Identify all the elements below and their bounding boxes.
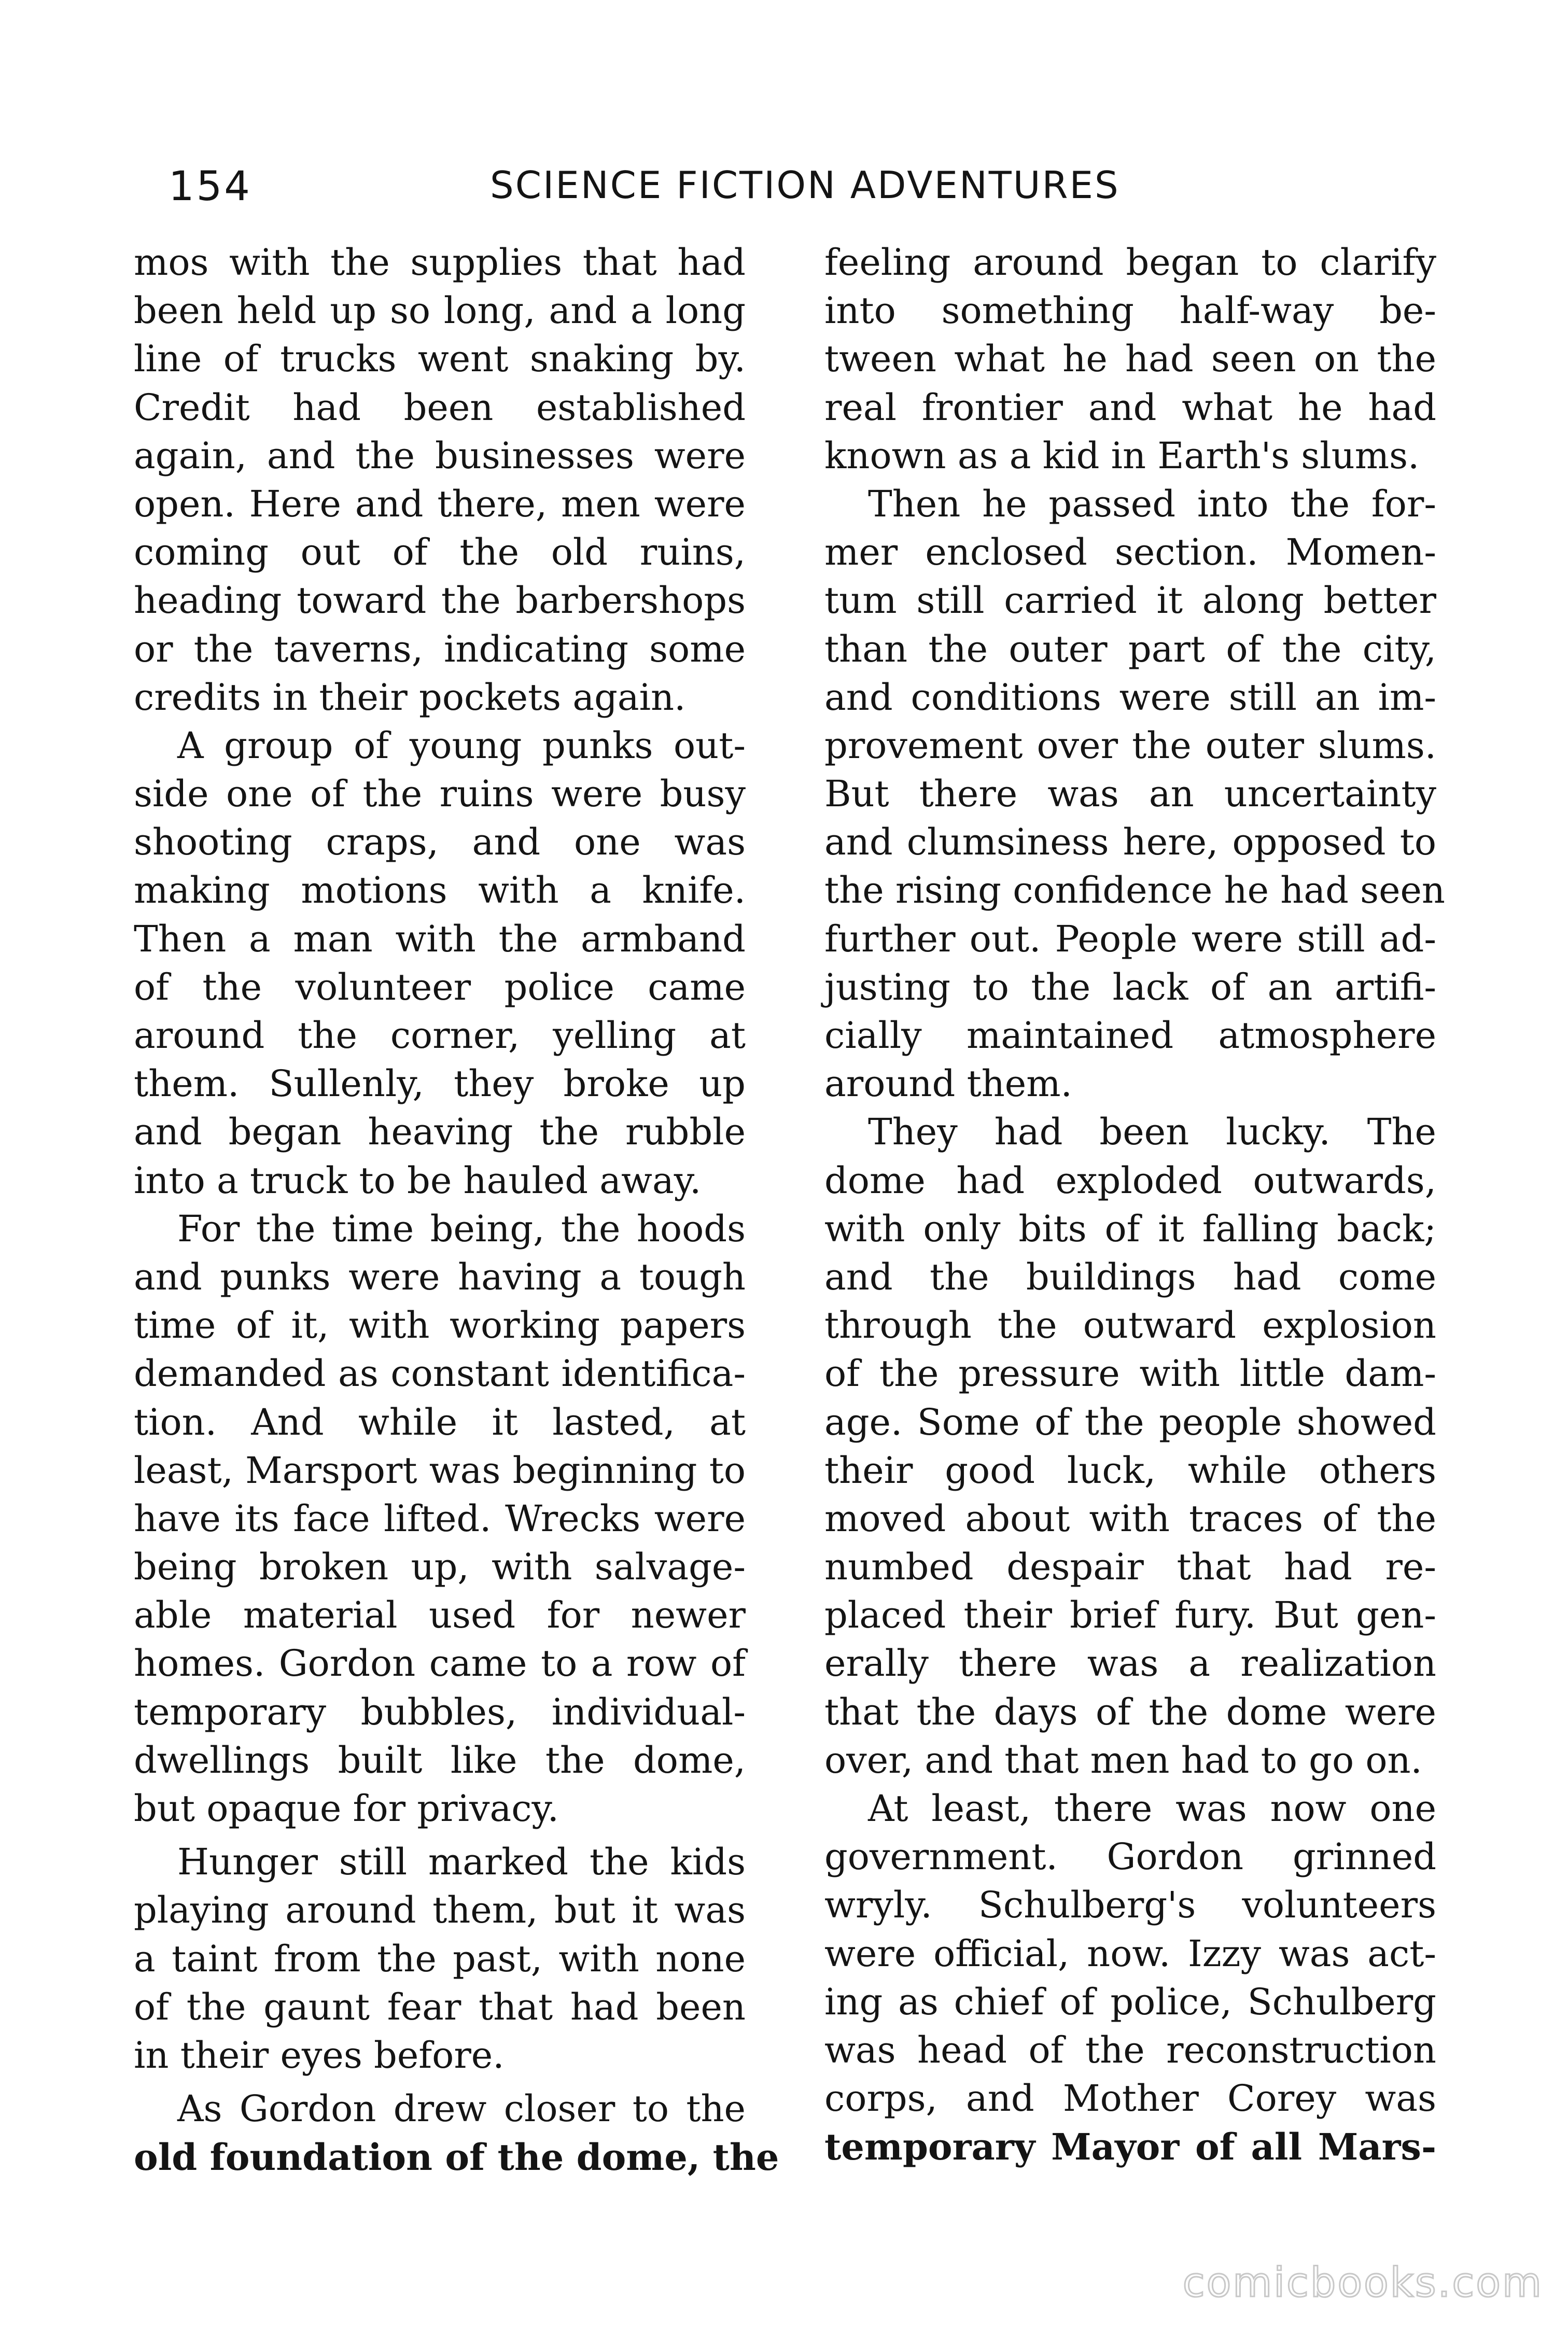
text-line: through the outward explosion	[824, 1304, 1436, 1347]
text-line: tween what he had seen on the	[824, 338, 1436, 381]
text-line: but opaque for privacy.	[134, 1787, 559, 1830]
text-line: temporary bubbles, individual-	[134, 1690, 746, 1733]
text-line: cially maintained atmosphere	[824, 1014, 1436, 1057]
text-line: making motions with a knife.	[134, 869, 746, 912]
text-line: tum still carried it along better	[824, 579, 1436, 622]
text-line: over, and that men had to go on.	[824, 1739, 1422, 1782]
text-line: moved about with traces of the	[824, 1497, 1436, 1540]
page-number: 154	[169, 163, 252, 210]
text-line: with only bits of it falling back;	[824, 1207, 1436, 1250]
text-line: of the gaunt fear that had been	[134, 1985, 746, 2028]
text-line: homes. Gordon came to a row of	[134, 1642, 746, 1685]
text-line: placed their brief fury. But gen-	[824, 1594, 1436, 1637]
text-line: government. Gordon grinned	[824, 1835, 1436, 1879]
text-line: being broken up, with salvage-	[134, 1546, 746, 1589]
text-line: Credit had been established	[134, 386, 746, 429]
text-line: of the volunteer police came	[134, 965, 746, 1008]
text-line: They had been lucky. The	[868, 1111, 1436, 1154]
text-line: A group of young punks out-	[177, 724, 746, 767]
text-line: tion. And while it lasted, at	[134, 1400, 746, 1443]
text-line: ing as chief of police, Schulberg	[824, 1980, 1436, 2023]
text-line: that the days of the dome were	[824, 1690, 1436, 1733]
left-text-column	[134, 239, 779, 2182]
text-line: shooting craps, and one was	[134, 821, 746, 864]
text-line: into something half-way be-	[824, 289, 1436, 332]
text-line: temporary Mayor of all Mars-	[824, 2125, 1436, 2169]
text-line: and began heaving the rubble	[134, 1111, 746, 1154]
running-title: SCIENCE FICTION ADVENTURES	[490, 163, 1120, 207]
text-line: old foundation of the dome, the	[134, 2136, 779, 2179]
text-line: further out. People were still ad-	[824, 917, 1436, 960]
text-line: corps, and Mother Corey was	[824, 2077, 1436, 2120]
text-line: were official, now. Izzy was act-	[824, 1932, 1436, 1975]
text-line: Hunger still marked the kids	[177, 1841, 746, 1884]
page-header	[0, 163, 1568, 215]
text-line: able material used for newer	[134, 1594, 746, 1637]
text-line: around the corner, yelling at	[134, 1014, 746, 1057]
text-line: feeling around began to clarify	[824, 241, 1436, 284]
text-line: around them.	[824, 1062, 1072, 1105]
text-line: numbed despair that had re-	[824, 1546, 1436, 1589]
text-line: in their eyes before.	[134, 2034, 505, 2077]
text-line: dome had exploded outwards,	[824, 1159, 1436, 1202]
text-line: mer enclosed section. Momen-	[824, 531, 1436, 574]
text-line: line of trucks went snaking by.	[134, 338, 746, 381]
text-line: and punks were having a tough	[134, 1255, 746, 1298]
text-line: As Gordon drew closer to the	[177, 2087, 746, 2130]
paragraph-gap	[134, 2080, 746, 2085]
text-line: Then a man with the armband	[134, 917, 746, 960]
text-line: erally there was a realization	[824, 1642, 1436, 1685]
text-line: of the pressure with little dam-	[824, 1352, 1436, 1395]
text-line: known as a kid in Earth's slums.	[824, 434, 1420, 477]
text-line: them. Sullenly, they broke up	[134, 1062, 746, 1105]
text-line: or the taverns, indicating some	[134, 627, 746, 670]
right-text-column	[824, 239, 1446, 2171]
text-line: mos with the supplies that had	[134, 241, 746, 284]
text-line: provement over the outer slums.	[824, 724, 1436, 767]
text-line: side one of the ruins were busy	[134, 773, 746, 816]
text-line: and the buildings had come	[824, 1255, 1436, 1298]
text-line: was head of the reconstruction	[824, 2028, 1436, 2071]
watermark: comicbooks.com	[1182, 2260, 1543, 2306]
text-line: time of it, with working papers	[134, 1304, 746, 1347]
text-line: open. Here and there, men were	[134, 482, 746, 525]
text-line: the rising confidence he had seen	[824, 869, 1446, 912]
text-line: But there was an uncertainty	[824, 773, 1436, 816]
text-line: than the outer part of the city,	[824, 627, 1436, 670]
text-line: again, and the businesses were	[134, 434, 746, 477]
text-line: Then he passed into the for-	[868, 482, 1436, 525]
text-line: heading toward the barbershops	[134, 579, 746, 622]
text-line: At least, there was now one	[868, 1787, 1436, 1830]
text-line: credits in their pockets again.	[134, 676, 686, 719]
text-line: justing to the lack of an artifi-	[824, 965, 1436, 1008]
text-line: dwellings built like the dome,	[134, 1739, 746, 1782]
text-line: been held up so long, and a long	[134, 289, 746, 332]
text-line: coming out of the old ruins,	[134, 531, 746, 574]
text-line: and clumsiness here, opposed to	[824, 821, 1436, 864]
text-line: playing around them, but it was	[134, 1889, 746, 1932]
paragraph-gap	[134, 1833, 746, 1838]
text-line: and conditions were still an im-	[824, 676, 1436, 719]
text-line: a taint from the past, with none	[134, 1937, 746, 1980]
text-line: into a truck to be hauled away.	[134, 1159, 702, 1202]
text-line: least, Marsport was beginning to	[134, 1449, 746, 1492]
text-line: real frontier and what he had	[824, 386, 1436, 429]
text-line: have its face lifted. Wrecks were	[134, 1497, 746, 1540]
text-line: For the time being, the hoods	[177, 1207, 746, 1250]
text-line: their good luck, while others	[824, 1449, 1436, 1492]
text-line: wryly. Schulberg's volunteers	[824, 1884, 1436, 1927]
text-line: demanded as constant identifica-	[134, 1352, 746, 1395]
text-line: age. Some of the people showed	[824, 1400, 1436, 1443]
